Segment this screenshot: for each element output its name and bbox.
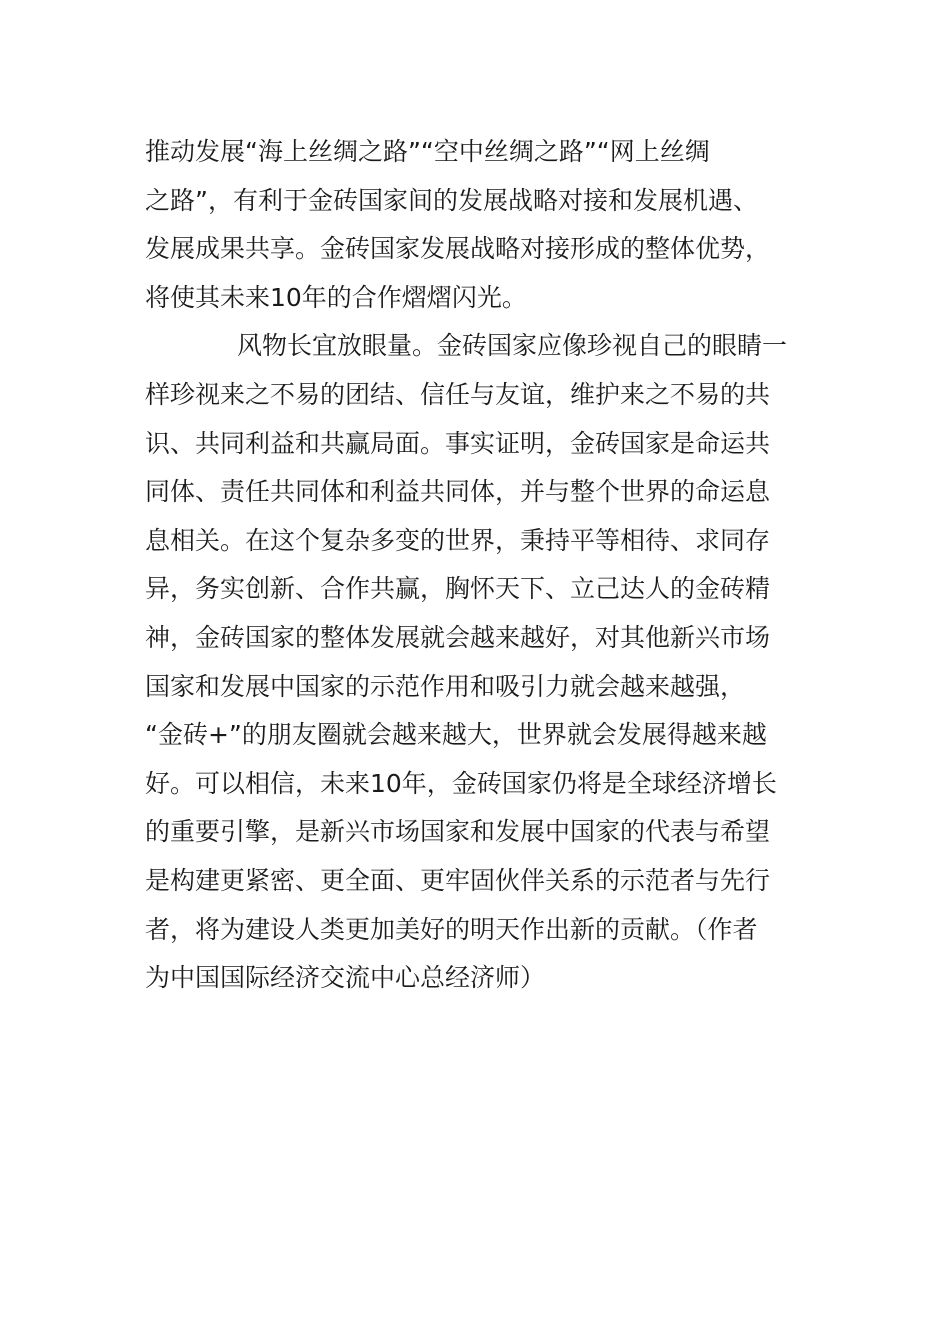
text-line: 之路”，有利于金砖国家间的发展战略对接和发展机遇、 [145,185,758,215]
text-line: 识、共同利益和共赢局面。事实证明，金砖国家是命运共 [145,428,771,458]
text-line: 推动发展“海上丝绸之路”“空中丝绸之路”“网上丝绸 [145,137,710,166]
text-line: 发展成果共享。金砖国家发展战略对接形成的整体优势， [145,234,771,264]
text-line: 将使其未来10年的合作熠熠闪光。 [145,282,527,312]
text-line: 国家和发展中国家的示范作用和吸引力就会越来越强， [145,671,746,701]
text-line: 风物长宜放眼量。金砖国家应像珍视自己的眼睛一 [237,331,788,361]
text-line: 样珍视来之不易的团结、信任与友谊，维护来之不易的共 [145,379,771,409]
paragraph-2 [145,322,810,1002]
text-line: 者，将为建设人类更加美好的明天作出新的贡献。（作者 [145,914,758,944]
text-line: 为中国国际经济交流中心总经济师） [145,963,546,993]
text-line: 同体、责任共同体和利益共同体，并与整个世界的命运息 [145,477,771,507]
text-line: 的重要引擎，是新兴市场国家和发展中国家的代表与希望 [145,817,771,847]
paragraph-1 [145,128,810,322]
text-line: 好。可以相信，未来10年，金砖国家仍将是全球经济增长 [145,768,777,798]
text-line: 异，务实创新、合作共赢，胸怀天下、立己达人的金砖精 [145,574,771,604]
document-body [145,128,810,1003]
text-line: “金砖+”的朋友圈就会越来越大，世界就会发展得越来越 [145,720,767,750]
text-line: 是构建更紧密、更全面、更牢固伙伴关系的示范者与先行 [145,865,771,895]
text-line: 息相关。在这个复杂多变的世界，秉持平等相待、求同存 [145,525,771,555]
text-line: 神，金砖国家的整体发展就会越来越好，对其他新兴市场 [145,622,771,652]
